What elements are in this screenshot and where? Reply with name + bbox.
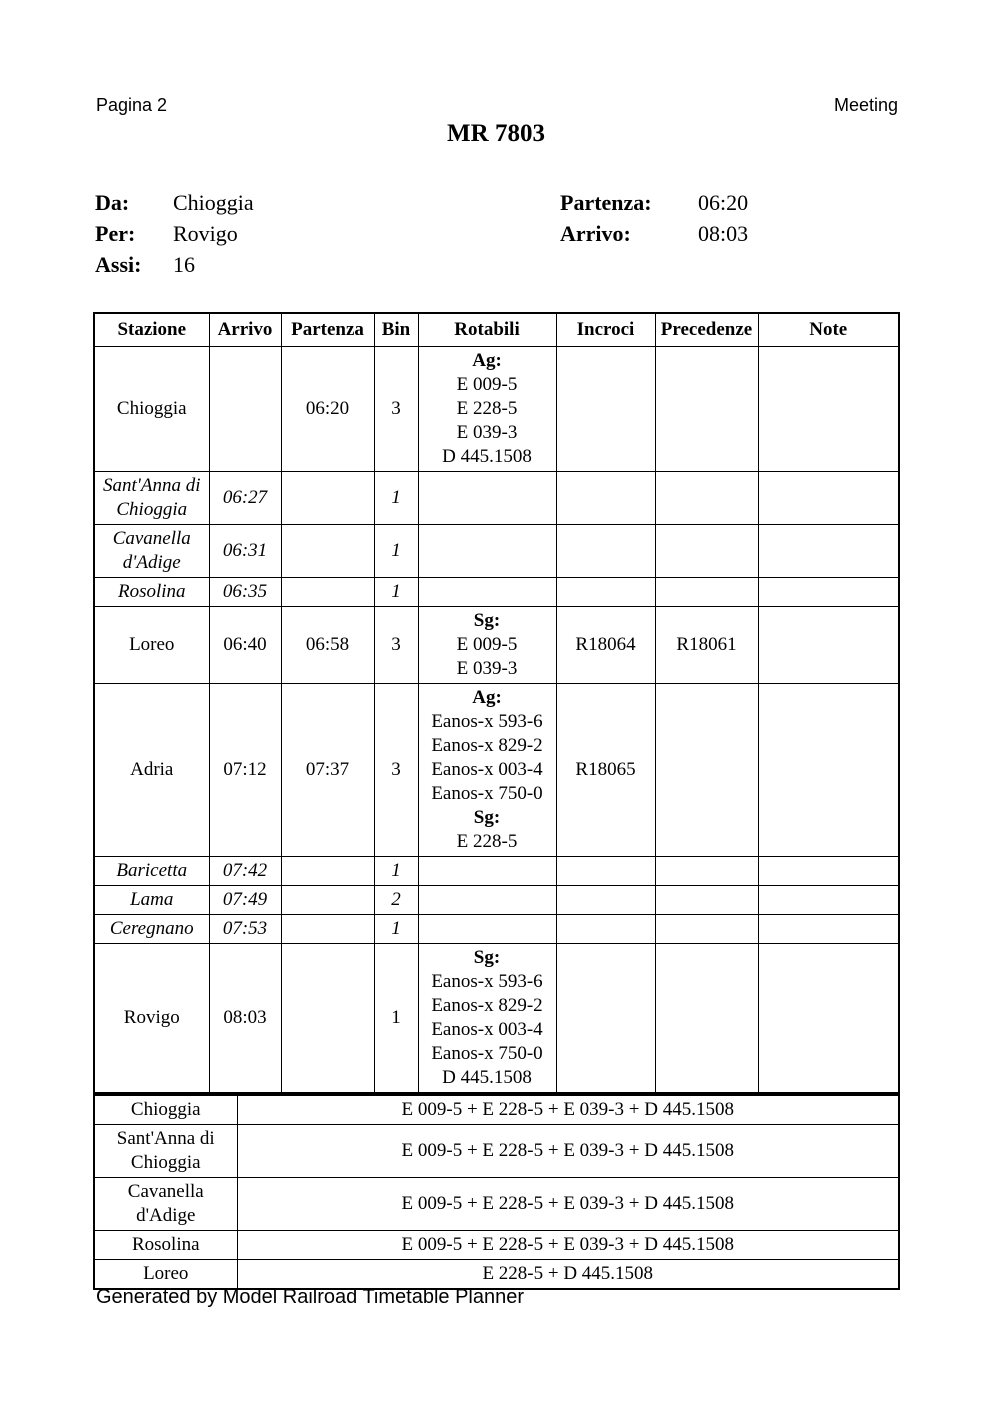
consist-row <box>94 1231 899 1260</box>
partenza-cell <box>281 525 374 578</box>
arrivo-cell: 07:42 <box>209 857 281 886</box>
assi-label: Assi: <box>95 252 142 277</box>
precedenze-cell <box>655 944 758 1094</box>
col-header-stazione: Stazione <box>94 313 209 347</box>
rotabili-line: Eanos-x 829-2 <box>431 735 543 756</box>
da-label: Da: <box>95 190 130 215</box>
rotabili-cell <box>418 525 556 578</box>
per-label: Per: <box>95 221 136 246</box>
arrivo-value: 08:03 <box>698 221 749 246</box>
note-cell <box>758 915 899 944</box>
consist-station-cell: Sant'Anna di Chioggia <box>94 1125 237 1178</box>
rotabili-cell <box>418 347 556 472</box>
arrivo-cell <box>209 347 281 472</box>
station-cell: Chioggia <box>94 347 209 472</box>
partenza-cell: 06:58 <box>281 607 374 684</box>
incroci-cell <box>556 944 655 1094</box>
consist-value-cell: E 009-5 + E 228-5 + E 039-3 + D 445.1508 <box>237 1231 899 1260</box>
col-header-rotabili: Rotabili <box>418 313 556 347</box>
precedenze-cell <box>655 915 758 944</box>
station-cell: Ceregnano <box>94 915 209 944</box>
station-cell: Cavanella d'Adige <box>94 525 209 578</box>
consist-row <box>94 1095 899 1125</box>
incroci-cell: R18065 <box>556 684 655 857</box>
station-cell: Loreo <box>94 607 209 684</box>
precedenze-cell <box>655 857 758 886</box>
consist-table <box>93 1094 900 1290</box>
incroci-cell <box>556 347 655 472</box>
rotabili-line: Eanos-x 593-6 <box>431 711 543 732</box>
rotabili-cell <box>418 915 556 944</box>
arrivo-cell: 07:49 <box>209 886 281 915</box>
consist-value-cell: E 009-5 + E 228-5 + E 039-3 + D 445.1508 <box>237 1095 899 1125</box>
station-cell: Lama <box>94 886 209 915</box>
arrivo-cell: 07:12 <box>209 684 281 857</box>
page-number: Pagina 2 <box>96 95 168 115</box>
partenza-cell <box>281 578 374 607</box>
generator-credit: Generated by Model Railroad Timetable Planner <box>96 1286 525 1308</box>
bin-cell: 1 <box>374 525 418 578</box>
note-cell <box>758 944 899 1094</box>
rotabili-line: E 009-5 <box>456 374 518 395</box>
rotabili-line: E 009-5 <box>456 634 518 655</box>
rotabili-group-label: Ag: <box>472 687 502 708</box>
col-header-precedenze: Precedenze <box>655 313 758 347</box>
timetable-row <box>94 915 899 944</box>
rotabili-line: D 445.1508 <box>442 446 532 467</box>
schedule-type-label: Meeting <box>833 95 898 115</box>
rotabili-group-label: Sg: <box>473 807 501 828</box>
precedenze-cell <box>655 684 758 857</box>
rotabili-line: E 039-3 <box>456 422 518 443</box>
arrivo-cell: 08:03 <box>209 944 281 1094</box>
timetable-row <box>94 347 899 472</box>
partenza-cell <box>281 944 374 1094</box>
timetable <box>93 312 900 1094</box>
partenza-cell: 06:20 <box>281 347 374 472</box>
bin-cell: 3 <box>374 684 418 857</box>
consist-value-cell: E 009-5 + E 228-5 + E 039-3 + D 445.1508 <box>237 1178 899 1231</box>
partenza-label: Partenza: <box>560 190 652 215</box>
assi-value: 16 <box>173 252 195 277</box>
incroci-cell <box>556 472 655 525</box>
da-value: Chioggia <box>173 190 254 215</box>
partenza-value: 06:20 <box>698 190 749 215</box>
rotabili-line: Eanos-x 750-0 <box>431 1043 543 1064</box>
note-cell <box>758 886 899 915</box>
bin-cell: 1 <box>374 578 418 607</box>
rotabili-line: E 039-3 <box>456 658 518 679</box>
rotabili-line: Eanos-x 593-6 <box>431 971 543 992</box>
arrivo-cell: 07:53 <box>209 915 281 944</box>
bin-cell: 3 <box>374 607 418 684</box>
station-cell: Rosolina <box>94 578 209 607</box>
rotabili-cell <box>418 684 556 857</box>
incroci-cell <box>556 857 655 886</box>
consist-row <box>94 1125 899 1178</box>
arrivo-cell: 06:31 <box>209 525 281 578</box>
precedenze-cell <box>655 886 758 915</box>
precedenze-cell <box>655 578 758 607</box>
note-cell <box>758 525 899 578</box>
rotabili-line: E 228-5 <box>456 398 518 419</box>
incroci-cell <box>556 886 655 915</box>
station-cell: Baricetta <box>94 857 209 886</box>
incroci-cell <box>556 915 655 944</box>
timetable-body <box>94 347 899 1094</box>
partenza-cell: 07:37 <box>281 684 374 857</box>
bin-cell: 1 <box>374 944 418 1094</box>
timetable-row <box>94 944 899 1094</box>
note-cell <box>758 607 899 684</box>
arrivo-cell: 06:35 <box>209 578 281 607</box>
col-header-partenza: Partenza <box>281 313 374 347</box>
col-header-incroci: Incroci <box>556 313 655 347</box>
consist-station-cell: Cavanella d'Adige <box>94 1178 237 1231</box>
precedenze-cell: R18061 <box>655 607 758 684</box>
arrivo-label: Arrivo: <box>560 221 631 246</box>
rotabili-group-label: Sg: <box>473 610 501 631</box>
note-cell <box>758 347 899 472</box>
consist-row <box>94 1260 899 1290</box>
rotabili-cell <box>418 857 556 886</box>
partenza-cell <box>281 857 374 886</box>
precedenze-cell <box>655 472 758 525</box>
timetable-header-row <box>94 313 899 347</box>
timetable-row <box>94 472 899 525</box>
partenza-cell <box>281 472 374 525</box>
consist-body <box>94 1095 899 1289</box>
note-cell <box>758 857 899 886</box>
station-cell: Adria <box>94 684 209 857</box>
col-header-bin: Bin <box>374 313 418 347</box>
col-header-arrivo: Arrivo <box>209 313 281 347</box>
incroci-cell: R18064 <box>556 607 655 684</box>
timetable-row <box>94 607 899 684</box>
incroci-cell <box>556 578 655 607</box>
rotabili-group-label: Ag: <box>472 350 502 371</box>
rotabili-line: D 445.1508 <box>442 1067 532 1088</box>
timetable-row <box>94 857 899 886</box>
timetable-row <box>94 578 899 607</box>
consist-station-cell: Chioggia <box>94 1095 237 1125</box>
rotabili-cell <box>418 944 556 1094</box>
rotabili-cell <box>418 886 556 915</box>
rotabili-line: Eanos-x 750-0 <box>431 783 543 804</box>
note-cell <box>758 684 899 857</box>
consist-station-cell: Loreo <box>94 1260 237 1290</box>
partenza-cell <box>281 886 374 915</box>
note-cell <box>758 472 899 525</box>
rotabili-cell <box>418 607 556 684</box>
rotabili-line: E 228-5 <box>456 831 518 852</box>
partenza-cell <box>281 915 374 944</box>
rotabili-line: Eanos-x 003-4 <box>431 759 543 780</box>
consist-value-cell: E 228-5 + D 445.1508 <box>237 1260 899 1290</box>
rotabili-group-label: Sg: <box>473 947 501 968</box>
consist-station-cell: Rosolina <box>94 1231 237 1260</box>
consist-row <box>94 1178 899 1231</box>
rotabili-line: Eanos-x 003-4 <box>431 1019 543 1040</box>
precedenze-cell <box>655 347 758 472</box>
station-cell: Sant'Anna di Chioggia <box>94 472 209 525</box>
consist-value-cell: E 009-5 + E 228-5 + E 039-3 + D 445.1508 <box>237 1125 899 1178</box>
per-value: Rovigo <box>173 221 238 246</box>
train-title: MR 7803 <box>447 120 545 147</box>
bin-cell: 3 <box>374 347 418 472</box>
note-cell <box>758 578 899 607</box>
rotabili-cell <box>418 578 556 607</box>
timetable-row <box>94 525 899 578</box>
bin-cell: 1 <box>374 857 418 886</box>
bin-cell: 1 <box>374 915 418 944</box>
arrivo-cell: 06:40 <box>209 607 281 684</box>
arrivo-cell: 06:27 <box>209 472 281 525</box>
timetable-row <box>94 886 899 915</box>
rotabili-cell <box>418 472 556 525</box>
rotabili-line: Eanos-x 829-2 <box>431 995 543 1016</box>
precedenze-cell <box>655 525 758 578</box>
col-header-note: Note <box>758 313 899 347</box>
timetable-row <box>94 684 899 857</box>
station-cell: Rovigo <box>94 944 209 1094</box>
bin-cell: 1 <box>374 472 418 525</box>
incroci-cell <box>556 525 655 578</box>
bin-cell: 2 <box>374 886 418 915</box>
